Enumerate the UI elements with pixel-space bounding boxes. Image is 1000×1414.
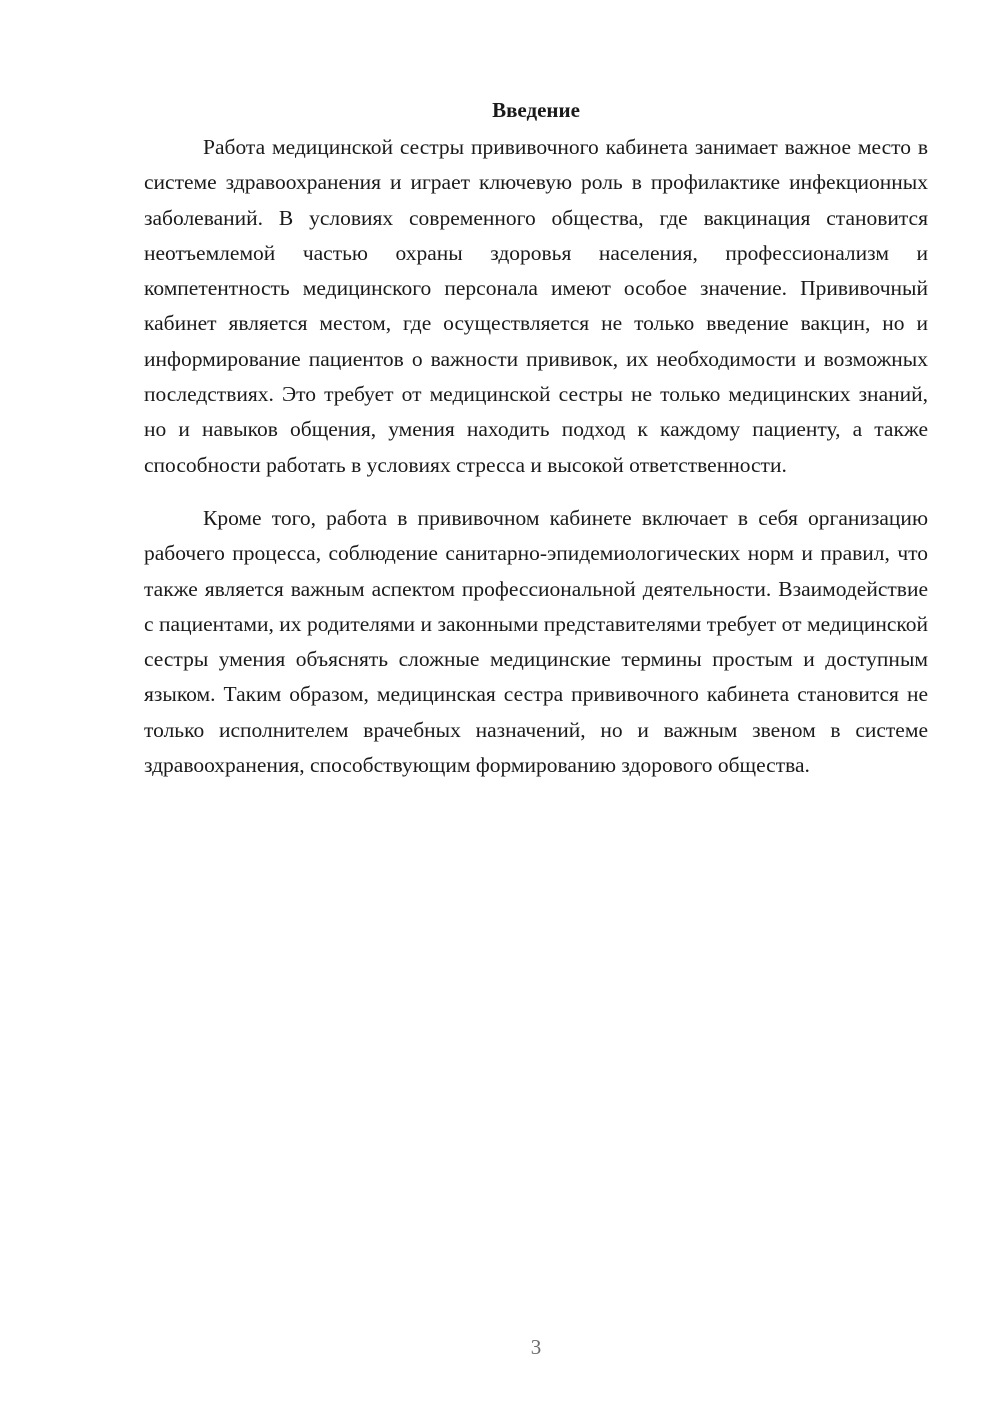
paragraph-1: Работа медицинской сестры прививочного кабинета занимает важное место в системе здравоохранения и играет ключевую роль в профилактике инфекционных заболеваний. В условиях современного общества, где вакцинация становится неотъемлемой частью охраны здоровья населения, профессионализм и компетентность медицинского персонала имеют особое значение. Прививочный кабинет является местом, где осуществляется не только введение вакцин, но и информирование пациентов о важности прививок, их необходимости и возможных последствиях. Это требует от медицинской сестры не только медицинских знаний, но и навыков общения, умения находить подход к каждому пациенту, а также способности работать в условиях стресса и высокой ответственности. bbox=[144, 135, 928, 477]
page-number: 3 bbox=[530, 1335, 542, 1359]
page-content bbox=[144, 92, 928, 783]
section-title: Введение bbox=[492, 98, 580, 122]
paragraph-2: Кроме того, работа в прививочном кабинете включает в себя организацию рабочего процесса, соблюдение санитарно-эпидемиологических норм и правил, что также является важным аспектом профессиональной деятельности. Взаимодействие с пациентами, их родителями и законными представителями требует от медицинской сестры умения объяснять сложные медицинские термины простым и доступным языком. Таким образом, медицинская сестра прививочного кабинета становится не только исполнителем врачебных назначений, но и важным звеном в системе здравоохранения, способствующим формированию здорового общества. bbox=[144, 505, 928, 778]
